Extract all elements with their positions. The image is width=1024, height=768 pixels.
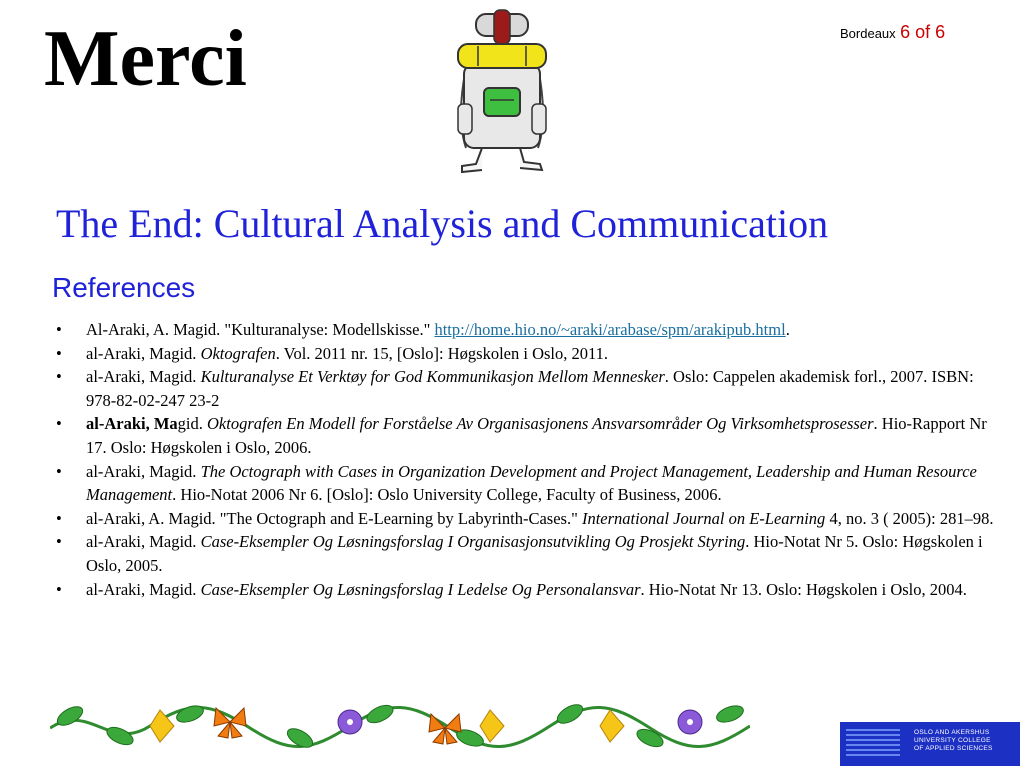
slide-place: Bordeaux — [840, 26, 896, 41]
reference-item — [56, 530, 1006, 577]
backpack-icon — [448, 8, 556, 174]
reference-text: al-Araki, Magid. — [86, 461, 201, 481]
bullet: • — [56, 414, 62, 434]
reference-title: The Octograph with Cases in Organization Development and Project Management, Leadership and Human Resource Management — [86, 461, 977, 505]
reference-text: . Hio-Notat Nr 13. Oslo: Høgskolen i Oslo, 2004. — [640, 579, 967, 599]
reference-title: Case-Eksempler Og Løsningsforslag I Organisasjonsutvikling Og Prosjekt Styring — [200, 532, 746, 552]
reference-text: al-Araki, Magid. — [86, 367, 201, 387]
bullet: • — [56, 508, 62, 528]
reference-text: al-Araki, A. Magid. "The Octograph and E-Learning by Labyrinth-Cases." — [86, 508, 582, 528]
reference-text: Al-Araki, A. Magid. "Kulturanalyse: Modellskisse." — [86, 320, 435, 339]
reference-text: . — [785, 320, 790, 339]
reference-text: 4, no. 3 ( 2005): 281–98. — [825, 508, 994, 528]
reference-item — [56, 412, 1006, 459]
reference-item — [56, 318, 1006, 342]
section-subtitle: References — [52, 272, 196, 303]
bullet: • — [56, 343, 62, 363]
bullet: • — [56, 320, 62, 339]
reference-item — [56, 507, 1006, 531]
reference-item — [56, 365, 1006, 412]
reference-text: . Hio-Rapport Nr 17. Oslo: Høgskolen i Oslo, 2006. — [86, 414, 987, 457]
reference-item — [56, 342, 1006, 366]
reference-text: . Vol. 2011 nr. 15, [Oslo]: Høgskolen i Oslo, 2011. — [275, 343, 609, 363]
reference-author-bold: al-Araki, Ma — [86, 414, 178, 434]
slide-number: 6 of 6 — [900, 22, 946, 42]
flower-vine-icon — [50, 692, 750, 760]
reference-item — [56, 460, 1006, 507]
merci-heading: Merci — [44, 15, 247, 103]
reference-text: . Hio-Notat 2006 Nr 6. [Oslo]: Oslo University College, Faculty of Business, 2006. — [172, 485, 722, 505]
slide-title: The End: Cultural Analysis and Communication — [56, 201, 829, 246]
reference-text: . Oslo: Cappelen akademisk forl., 2007. ISBN: 978-82-02-247 23-2 — [86, 367, 974, 410]
bullet: • — [56, 367, 62, 387]
reference-link[interactable]: http://home.hio.no/~araki/arabase/spm/arakipub.html — [434, 320, 786, 339]
reference-title: Case-Eksempler Og Løsningsforslag I Ledelse Og Personalansvar — [200, 579, 641, 599]
reference-text: gid. — [177, 414, 207, 434]
logo-mark-icon — [840, 722, 910, 766]
slide-counter — [840, 22, 945, 43]
reference-text: al-Araki, Magid. — [86, 579, 201, 599]
logo-text: OSLO AND AKERSHUS UNIVERSITY COLLEGE OF APPLIED SCIENCES — [914, 729, 993, 752]
reference-item — [56, 578, 1006, 602]
reference-title: Kulturanalyse Et Verktøy for God Kommunikasjon Mellom Mennesker — [200, 367, 665, 387]
reference-text: al-Araki, Magid. — [86, 532, 201, 552]
reference-title: Oktografen — [200, 343, 276, 363]
reference-text: . Hio-Notat Nr 5. Oslo: Høgskolen i Oslo, 2005. — [86, 532, 983, 575]
reference-list — [56, 318, 1006, 601]
reference-title: Oktografen En Modell for Forståelse Av Organisasjonens Ansvarsområder Og Virksomhetsprosesser — [207, 414, 874, 434]
reference-title: International Journal on E-Learning — [581, 508, 826, 528]
bullet: • — [56, 461, 62, 481]
bullet: • — [56, 532, 62, 552]
university-logo — [840, 722, 1020, 766]
bullet: • — [56, 579, 62, 599]
reference-text: al-Araki, Magid. — [86, 343, 201, 363]
